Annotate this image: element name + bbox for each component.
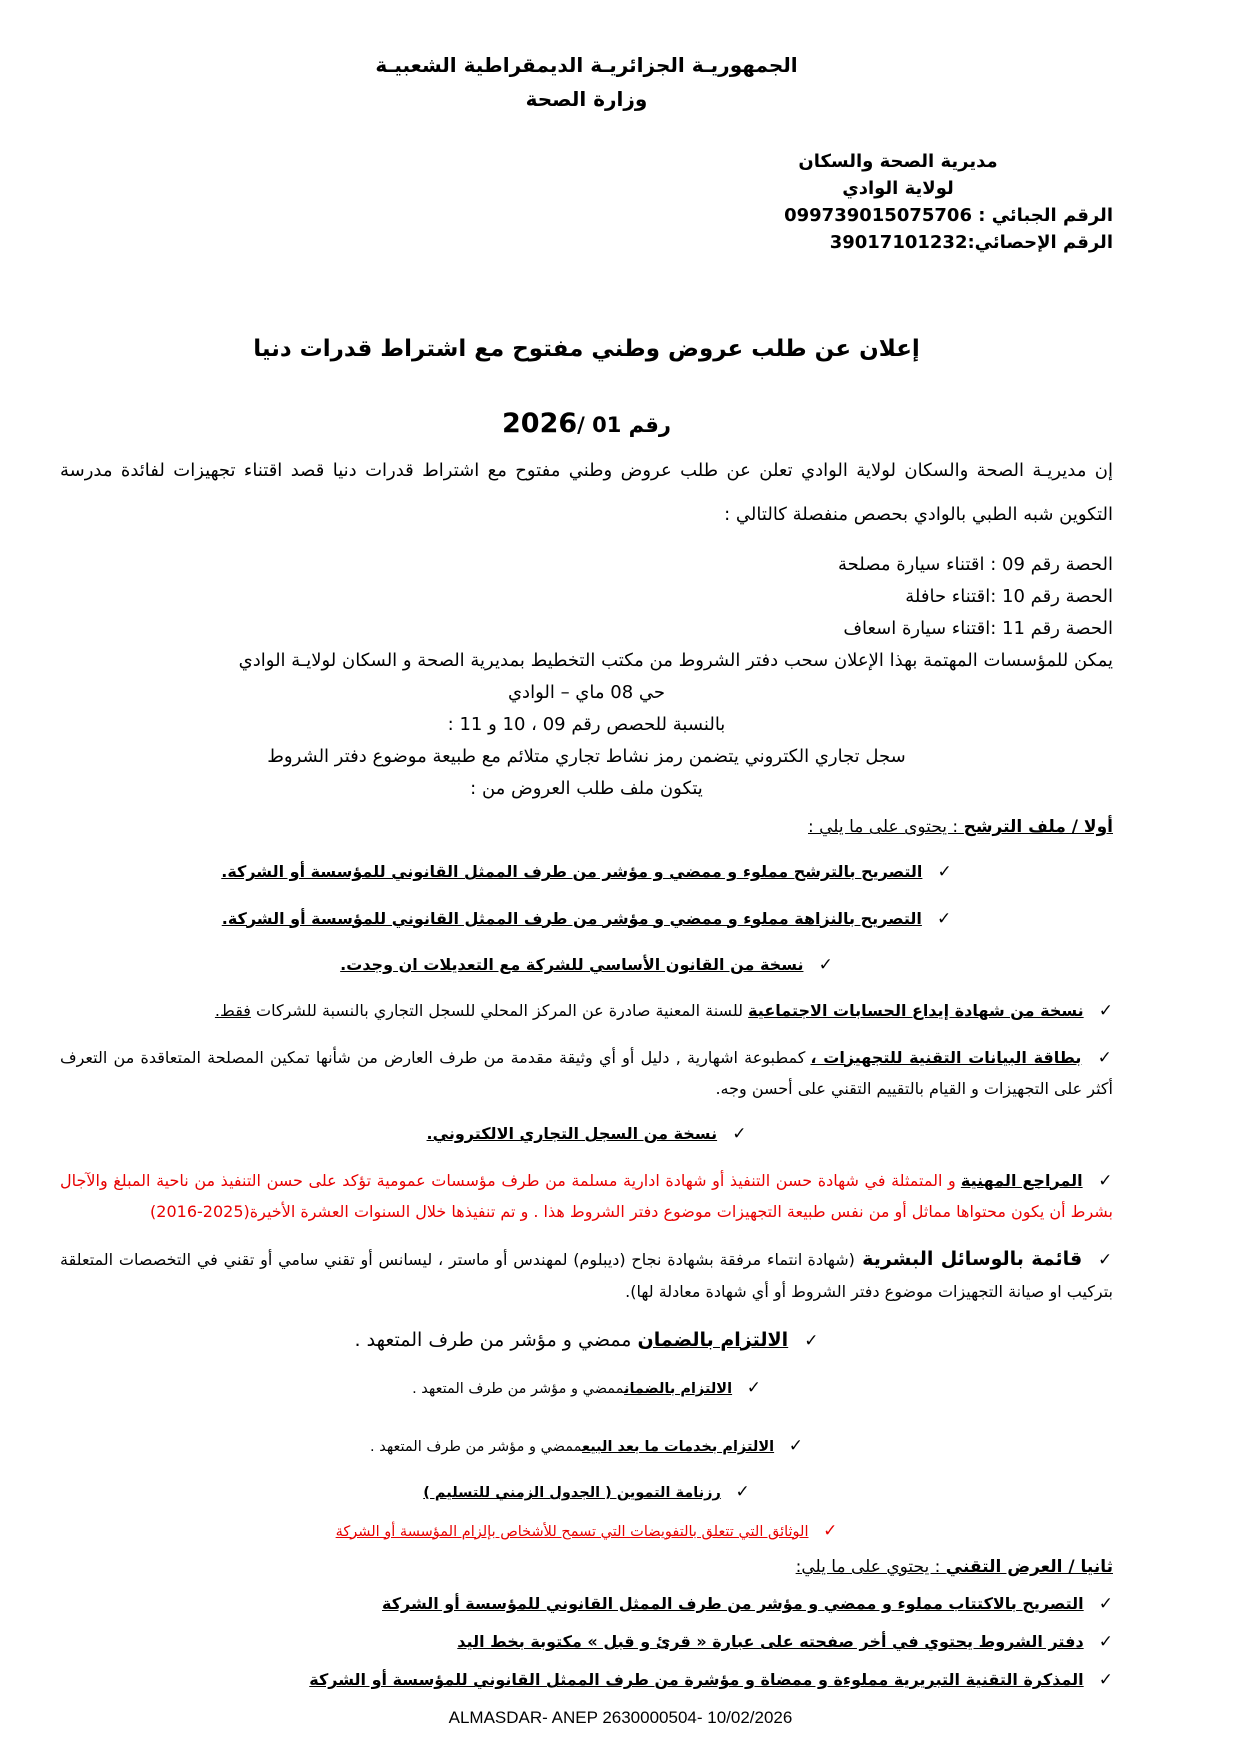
checkmark-icon: ✓ <box>1098 1593 1113 1614</box>
item-technical-datasheet <box>60 1042 1113 1105</box>
checkmark-icon: ✓ <box>1098 1170 1113 1191</box>
item-text-lead: نسخة من شهادة إيداع الحسابات الاجتماعية <box>748 1001 1084 1021</box>
item-text-rest: ممضي و مؤشر من طرف المتعهد . <box>354 1328 638 1351</box>
lot-09-line: الحصة رقم 09 : اقتناء سيارة مصلحة <box>838 554 1113 576</box>
item-professional-references <box>60 1165 1113 1228</box>
item-text-lead: الالتزام بخدمات ما بعد البيع <box>582 1439 775 1456</box>
checkmark-icon: ✓ <box>746 1377 761 1398</box>
item-text: رزنامة التموين ( الجدول الزمني للتسليم ) <box>423 1485 721 1502</box>
item-technical-justification-note <box>60 1664 1113 1696</box>
lot-10-line: الحصة رقم 10 :اقتناء حافلة <box>905 586 1113 608</box>
checkmark-icon: ✓ <box>823 1520 838 1541</box>
section1-heading-lead: أولا / ملف الترشح <box>963 817 1113 838</box>
item-text-rest: كمطبوعة اشهارية , دليل أو أي وثيقة مقدمة من طرف العارض من شأنها تمكين المصلحة المتعاقدة من التعرف أكثر على التجهيزات و القيام بالتقييم التقني على أحسن وجه. <box>60 1047 1113 1098</box>
item-text-tail: فقط. <box>214 1001 251 1021</box>
checkmark-icon: ✓ <box>804 1330 819 1351</box>
ministry-header: وزارة الصحة <box>525 87 648 111</box>
item-declaration-candidacy <box>60 856 1113 888</box>
item-text: التصريح بالترشح مملوء و ممضي و مؤشر من طرف الممثل القانوني للمؤسسة أو الشركة. <box>221 862 923 882</box>
item-text: الوثائق التي تتعلق بالتفويضات التي تسمح للأشخاص بإلزام المؤسسة أو الشركة <box>335 1523 809 1540</box>
tender-number-prefix: رقم 01 / <box>577 413 671 437</box>
address-line: حي 08 ماي – الوادي <box>507 682 666 704</box>
tender-number-year: 2026 <box>502 408 578 439</box>
checkmark-icon: ✓ <box>1098 1001 1113 1022</box>
item-delegation-documents <box>60 1515 1113 1547</box>
publication-footer: ALMASDAR- ANEP 2630000504- 10/02/2026 <box>448 1708 793 1727</box>
item-after-sales-commitment <box>60 1430 1113 1462</box>
checkmark-icon: ✓ <box>732 1124 747 1145</box>
checkmark-icon: ✓ <box>1097 1047 1113 1068</box>
item-warranty-commitment-2 <box>60 1372 1113 1404</box>
checkmark-icon: ✓ <box>936 908 952 929</box>
item-text: التصريح بالاكتتاب مملوء و ممضي و مؤشر من طرف الممثل القانوني للمؤسسة أو الشركة <box>382 1593 1084 1613</box>
item-text-rest: ممضي و مؤشر من طرف المتعهد . <box>412 1380 625 1397</box>
checkmark-icon: ✓ <box>1098 1670 1113 1691</box>
directorate-block <box>683 148 1113 256</box>
item-text-lead: الالتزام بالضمان <box>624 1380 733 1397</box>
checkmark-icon: ✓ <box>818 954 833 975</box>
directorate-name: مديرية الصحة والسكان <box>798 151 998 172</box>
tender-title: إعلان عن طلب عروض وطني مفتوح مع اشتراط قدرات دنيا <box>253 336 920 362</box>
item-declaration-integrity <box>60 903 1113 935</box>
tender-number-line <box>60 408 1113 439</box>
item-company-statutes-copy <box>60 949 1113 981</box>
item-text-lead: المراجع المهنية <box>960 1170 1083 1190</box>
checkmark-icon: ✓ <box>788 1436 803 1457</box>
item-text: نسخة من السجل التجاري الالكتروني. <box>426 1124 718 1144</box>
republic-header: الجمهوريـة الجزائريـة الديمقراطية الشعبيـة <box>375 53 798 77</box>
item-warranty-commitment-1 <box>60 1322 1113 1358</box>
checkmark-icon: ✓ <box>735 1482 750 1503</box>
tax-number-line: الرقم الجبائي : 099739015075706 <box>784 205 1113 226</box>
item-text: دفتر الشروط يحتوي في أخر صفحته على عبارة « قرئ و قبل » مكتوبة بخط اليد <box>457 1632 1084 1652</box>
checkmark-icon: ✓ <box>937 862 952 883</box>
item-text: نسخة من القانون الأساسي للشركة مع التعديلات ان وجدت. <box>340 954 804 974</box>
item-text-rest: (شهادة انتماء مرفقة بشهادة نجاح (ديبلوم) لمهندس أو ماستر ، ليسانس أو تقني سامي أو تقني في التخصصات المتعلقة بتركيب او صيانة التجهيزات موضوع دفتر الشروط أو أي شهادة معادلة لها). <box>60 1250 1113 1302</box>
item-text: المذكرة التقنية التبريرية مملوءة و ممضاة و مؤشرة من طرف الممثل القانوني للمؤسسة أو الشركة <box>309 1670 1084 1690</box>
intro-paragraph: إن مديريـة الصحة والسكان لولاية الوادي تعلن عن طلب عروض وطني مفتوح مع اشتراط قدرات دنيا قصد اقتناء تجهيزات لفائدة مدرسة التكوين شبه الطبي بالوادي بحصص منفصلة كالتالي : <box>60 460 1113 526</box>
section2-heading-rest: : يحتوي على ما يلي: <box>795 1556 946 1577</box>
section2-heading-lead: ثانيا / العرض التقني <box>945 1556 1113 1577</box>
lot-11-line: الحصة رقم 11 :اقتناء سيارة اسعاف <box>843 618 1113 640</box>
item-text-lead: قائمة بالوسائل البشرية <box>854 1248 1083 1271</box>
item-text-rest: و المتمثلة في شهادة حسن التنفيذ أو شهادة ادارية مسلمة من طرف مؤسسات عمومية تؤكد على حسن التنفيذ من ناحية المبلغ والآجال بشرط أن يكون محتواها مماثل أو من نفس طبيعة التجهيزات موضوع دفتر الشروط هذا . و تم تنفيذها خلال السنوات العشرة الأخيرة(2025-2016) <box>60 1170 1113 1221</box>
section2-heading <box>60 1553 1113 1582</box>
checkmark-icon: ✓ <box>1098 1250 1113 1271</box>
item-text-rest: ممضي و مؤشر من طرف المتعهد . <box>370 1439 583 1456</box>
checkmark-icon: ✓ <box>1098 1632 1113 1653</box>
registry-requirement-line: سجل تجاري الكتروني يتضمن رمز نشاط تجاري متلائم مع طبيعة موضوع دفتر الشروط <box>267 746 906 768</box>
item-text: التصريح بالنزاهة مملوء و ممضي و مؤشر من طرف الممثل القانوني للمؤسسة أو الشركة. <box>221 908 922 928</box>
file-composition-line: يتكون ملف طلب العروض من : <box>470 778 703 800</box>
withdraw-line: يمكن للمؤسسات المهتمة بهذا الإعلان سحب دفتر الشروط من مكتب التخطيط بمديرية الصحة و السكان لولايـة الوادي <box>238 650 1113 672</box>
item-text-lead: الالتزام بالضمان <box>637 1328 789 1351</box>
item-specifications-read-accepted <box>60 1626 1113 1658</box>
item-text-lead: بطاقة البيانات التقنية للتجهيزات ، <box>810 1047 1082 1067</box>
item-supply-schedule <box>60 1476 1113 1508</box>
section1-heading <box>60 813 1113 842</box>
section1-heading-rest: : يحتوى على ما يلي : <box>808 817 964 838</box>
lots-reference-line: بالنسبة للحصص رقم 09 ، 10 و 11 : <box>447 714 726 736</box>
item-subscription-declaration <box>60 1588 1113 1620</box>
directorate-wilaya: لولاية الوادي <box>842 178 954 199</box>
item-human-resources-list <box>60 1241 1113 1307</box>
lots-list <box>60 549 1113 645</box>
item-electronic-commercial-register <box>60 1118 1113 1150</box>
item-social-accounts-certificate <box>60 995 1113 1027</box>
item-text-rest: للسنة المعنية صادرة عن المركز المحلي للسجل التجاري بالنسبة للشركات <box>250 1001 749 1021</box>
statistical-number-line: الرقم الإحصائي:39017101232 <box>829 232 1113 253</box>
